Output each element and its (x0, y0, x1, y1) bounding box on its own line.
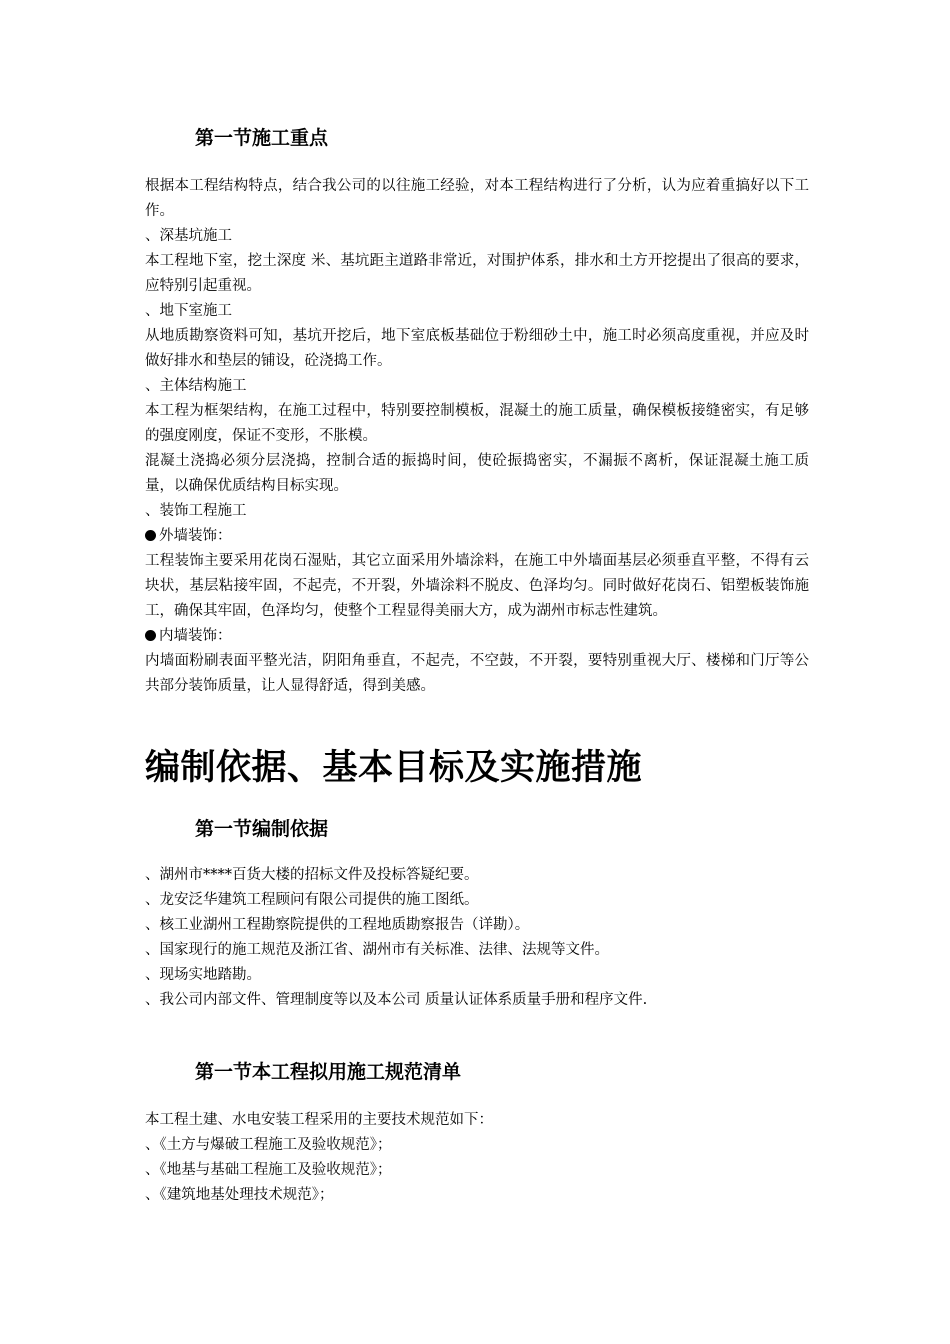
bullet-dot-icon (145, 530, 156, 541)
paragraph: 混凝土浇捣必须分层浇捣，控制合适的振捣时间，使砼振捣密实，不漏振不离析，保证混凝土施工质量，以确保优质结构目标实现。 (145, 453, 809, 494)
bullet-label: 内墙装饰： (159, 628, 232, 644)
paragraph: 根据本工程结构特点，结合我公司的以往施工经验，对本工程结构进行了分析，认为应着重搞好以下工作。 (145, 178, 809, 219)
list-item: 、《土方与爆破工程施工及验收规范》； (145, 1137, 392, 1153)
list-item: 、核工业湖州工程勘察院提供的工程地质勘察报告（详勘）。 (145, 917, 530, 933)
list-item: 、现场实地踏勘。 (145, 967, 261, 983)
section-body-focus (145, 174, 809, 699)
paragraph: 内墙面粉刷表面平整光洁，阴阳角垂直，不起壳，不空鼓，不开裂，要特别重视大厅、楼梯和门厅等公共部分装饰质量，让人显得舒适，得到美感。 (145, 653, 809, 694)
paragraph: 本工程土建、水电安装工程采用的主要技术规范如下： (145, 1112, 493, 1128)
list-item: 、《建筑地基处理技术规范》； (145, 1187, 334, 1203)
section-heading-focus: 第一节施工重点 (195, 127, 329, 149)
paragraph: 、深基坑施工 (145, 228, 232, 244)
list-item: 、我公司内部文件、管理制度等以及本公司 质量认证体系质量手册和程序文件. (145, 992, 648, 1008)
paragraph: 工程装饰主要采用花岗石湿贴，其它立面采用外墙涂料，在施工中外墙面基层必须垂直平整，不得有云块状，基层粘接牢固，不起壳，不开裂，外墙涂料不脱皮、色泽均匀。同时做好花岗石、铝塑板装饰施工，确保其牢固，色泽均匀，使整个工程显得美丽大方，成为湖州市标志性建筑。 (145, 553, 809, 619)
chapter-title: 编制依据、基本目标及实施措施 (145, 748, 643, 788)
paragraph: 本工程为框架结构，在施工过程中，特别要控制模板，混凝土的施工质量，确保模板接缝密实，有足够的强度刚度，保证不变形，不胀模。 (145, 403, 809, 444)
section-heading-specs: 第一节本工程拟用施工规范清单 (195, 1061, 462, 1083)
list-item: 、龙安泛华建筑工程顾问有限公司提供的施工图纸。 (145, 892, 479, 908)
list-item: 、国家现行的施工规范及浙江省、湖州市有关标准、法律、法规等文件。 (145, 942, 609, 958)
paragraph: 本工程地下室，挖土深度 米、基坑距主道路非常近，对围护体系，排水和土方开挖提出了很高的要求，应特别引起重视。 (145, 253, 809, 294)
section-body-specs (145, 1108, 809, 1208)
paragraph: 、主体结构施工 (145, 378, 247, 394)
bullet-item-interior (145, 624, 809, 649)
section-body-basis (145, 863, 809, 1013)
list-item: 、《地基与基础工程施工及验收规范》； (145, 1162, 392, 1178)
paragraph: 、装饰工程施工 (145, 503, 247, 519)
list-item: 、湖州市****百货大楼的招标文件及投标答疑纪要。 (145, 867, 479, 883)
paragraph: 从地质勘察资料可知，基坑开挖后，地下室底板基础位于粉细砂土中，施工时必须高度重视，并应及时做好排水和垫层的铺设，砼浇捣工作。 (145, 328, 809, 369)
bullet-item-exterior (145, 524, 809, 549)
section-heading-basis: 第一节编制依据 (195, 818, 329, 840)
bullet-label: 外墙装饰： (159, 528, 232, 544)
bullet-dot-icon (145, 630, 156, 641)
paragraph: 、地下室施工 (145, 303, 232, 319)
